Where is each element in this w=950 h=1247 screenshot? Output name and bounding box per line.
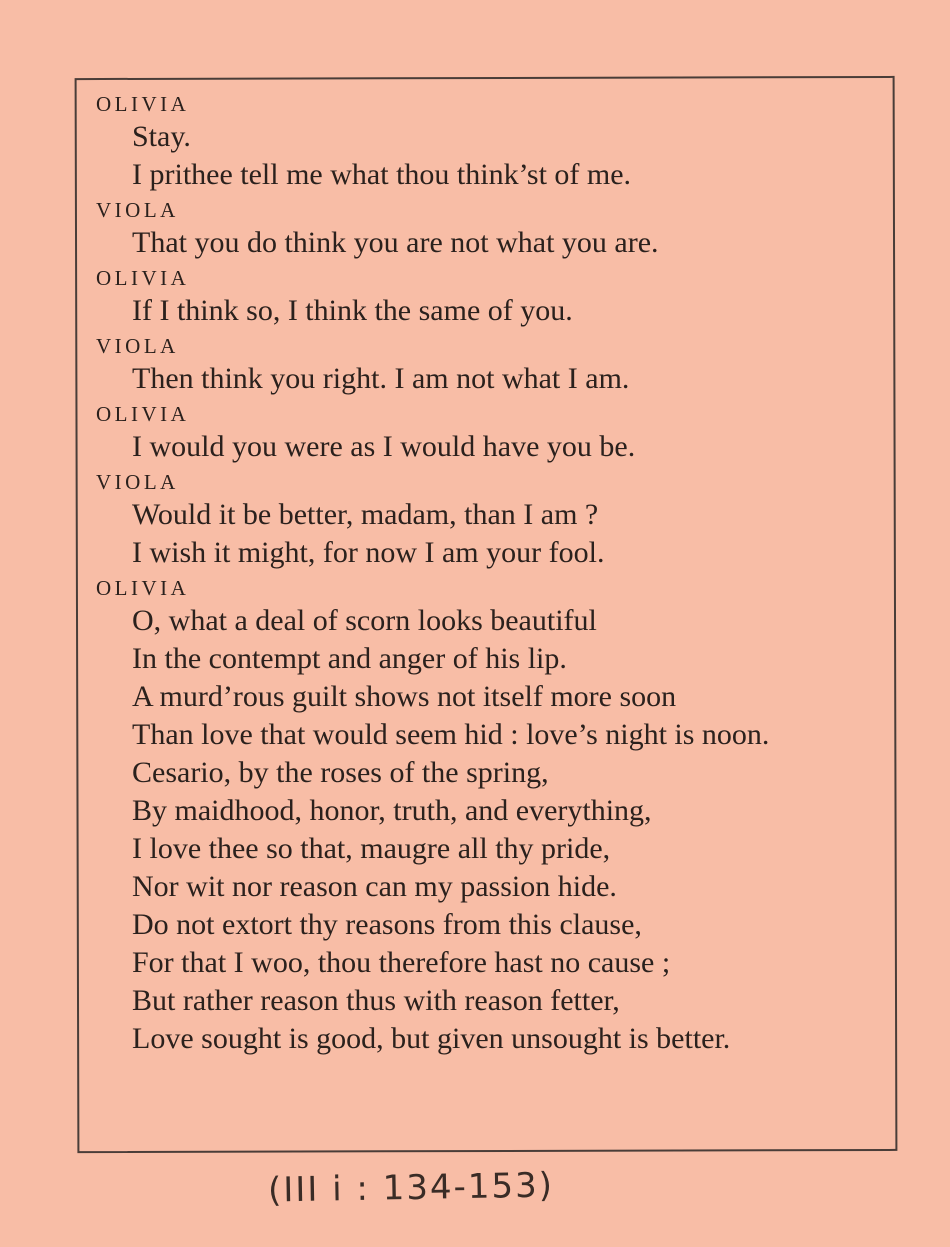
verse-line: A murd’rous guilt shows not itself more soon	[132, 680, 677, 713]
speaker-name: VIOLA	[96, 334, 179, 358]
speech-block	[96, 400, 886, 466]
verse-line: By maidhood, honor, truth, and everything,	[132, 794, 652, 827]
speech-block	[96, 574, 886, 1058]
verse-line: Stay.	[132, 120, 191, 153]
verse-line: For that I woo, thou therefore hast no cause ;	[132, 946, 671, 979]
verse-line: Cesario, by the roses of the spring,	[132, 756, 549, 789]
verse-line: I prithee tell me what thou think’st of me.	[132, 158, 632, 191]
speaker-name: OLIVIA	[96, 576, 190, 600]
verse-line: Love sought is good, but given unsought is better.	[132, 1022, 731, 1055]
verse-line: Would it be better, madam, than I am ?	[132, 498, 599, 531]
verse-line: O, what a deal of scorn looks beautiful	[132, 604, 597, 637]
verse-line: If I think so, I think the same of you.	[132, 294, 573, 327]
speaker-name: VIOLA	[96, 198, 179, 222]
verse-line: In the contempt and anger of his lip.	[132, 642, 567, 675]
speaker-name: OLIVIA	[96, 266, 190, 290]
speech-block	[96, 196, 886, 262]
speech-block	[96, 90, 886, 194]
verse-line: I love thee so that, maugre all thy pride,	[132, 832, 611, 865]
speech-block	[96, 332, 886, 398]
speech-block	[96, 264, 886, 330]
verse-line: That you do think you are not what you are.	[132, 226, 659, 259]
verse-line: Do not extort thy reasons from this clause,	[132, 908, 642, 941]
speaker-name: OLIVIA	[96, 402, 190, 426]
speaker-name: VIOLA	[96, 470, 179, 494]
speech-block	[96, 468, 886, 572]
handwritten-citation: (III i : 134-153)	[267, 1165, 555, 1211]
verse-line: Than love that would seem hid : love’s night is noon.	[132, 718, 770, 751]
verse-line: I would you were as I would have you be.	[132, 430, 636, 463]
verse-line: I wish it might, for now I am your fool.	[132, 536, 605, 569]
verse-line: But rather reason thus with reason fetter,	[132, 984, 620, 1017]
verse-line: Nor wit nor reason can my passion hide.	[132, 870, 617, 903]
dialogue-passage	[96, 88, 886, 1058]
verse-line: Then think you right. I am not what I am.	[132, 362, 630, 395]
speaker-name: OLIVIA	[96, 92, 190, 116]
